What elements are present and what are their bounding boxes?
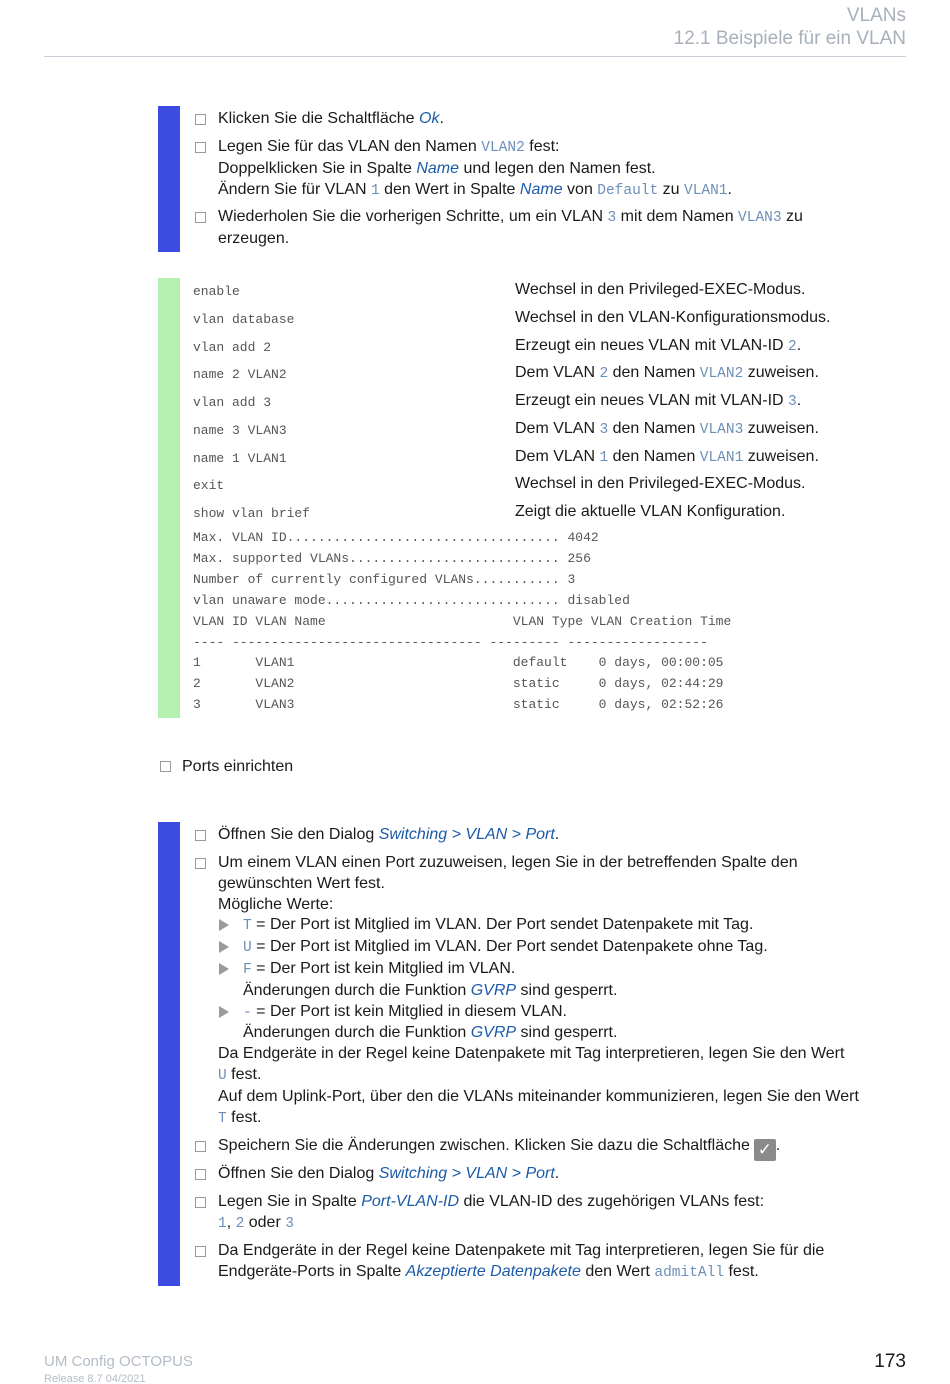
footer-doc-title: UM Config OCTOPUS bbox=[44, 1353, 193, 1370]
desc-text: zuweisen. bbox=[743, 448, 819, 465]
option-item bbox=[218, 937, 913, 959]
desc-text: . bbox=[796, 392, 802, 409]
code-value: 3 bbox=[788, 394, 797, 410]
ui-ref: Akzeptierte Datenpakete bbox=[405, 1262, 581, 1280]
checkbox-icon bbox=[195, 114, 206, 125]
instruction-bar bbox=[158, 822, 180, 1286]
chapter-title: VLANs bbox=[846, 5, 906, 26]
code-value: U bbox=[243, 940, 252, 957]
cli-command: name 2 VLAN2 bbox=[193, 367, 287, 382]
cli-row bbox=[193, 308, 893, 336]
cli-description bbox=[515, 447, 819, 468]
cli-command: show vlan brief bbox=[193, 506, 311, 521]
cli-bar bbox=[158, 278, 180, 718]
code-value: 2 bbox=[235, 1215, 245, 1232]
step-text: . bbox=[727, 180, 732, 198]
cli-description: Wechsel in den Privileged-EXEC-Modus. bbox=[515, 281, 806, 298]
step-text: Öffnen Sie den Dialog bbox=[218, 1165, 379, 1182]
cli-description: Wechsel in den Privileged-EXEC-Modus. bbox=[515, 475, 806, 492]
code-value: Default bbox=[597, 182, 659, 199]
code-value: U bbox=[218, 1067, 227, 1084]
desc-text: Erzeugt ein neues VLAN mit VLAN-ID bbox=[515, 392, 789, 409]
checkbox-icon bbox=[195, 830, 206, 841]
desc-text: Dem VLAN bbox=[515, 448, 600, 465]
desc-text: . bbox=[796, 337, 802, 354]
ui-ref: Name bbox=[416, 159, 460, 177]
option-text: = Der Port ist Mitglied im VLAN. Der Port sendet Datenpakete ohne Tag. bbox=[251, 938, 768, 956]
cli-row bbox=[193, 474, 893, 502]
bullet-triangle-icon bbox=[219, 941, 229, 953]
bullet-triangle-icon bbox=[219, 1006, 229, 1018]
cli-row bbox=[193, 391, 893, 419]
code-value: T bbox=[218, 1110, 227, 1127]
page-number: 173 bbox=[874, 1351, 906, 1372]
step-text: Auf dem Uplink-Port, über den die VLANs miteinander kommunizieren, legen Sie den Wert bbox=[218, 1087, 859, 1105]
code-value: VLAN2 bbox=[481, 140, 525, 156]
checkbox-icon bbox=[195, 212, 206, 223]
step-text: zu bbox=[781, 208, 803, 225]
code-value: F bbox=[243, 961, 252, 978]
option-text: Änderungen durch die Funktion bbox=[243, 981, 471, 999]
step-text: Doppelklicken Sie in Spalte bbox=[218, 159, 417, 177]
checkbox-icon bbox=[160, 761, 171, 772]
option-text: = Der Port ist kein Mitglied im VLAN. bbox=[251, 959, 516, 977]
step-click-ok bbox=[193, 109, 913, 130]
cli-command: enable bbox=[193, 284, 240, 299]
cli-row bbox=[193, 363, 893, 391]
checkbox-icon bbox=[195, 1246, 206, 1257]
ui-ref: Name bbox=[519, 180, 563, 198]
option-text: = Der Port ist Mitglied im VLAN. Der Port sendet Datenpakete mit Tag. bbox=[251, 916, 754, 934]
code-value: 2 bbox=[788, 339, 797, 355]
desc-text: den Namen bbox=[608, 448, 700, 465]
cli-description bbox=[515, 419, 819, 440]
checkmark-icon: ✓ bbox=[754, 1139, 776, 1161]
step-text: fest: bbox=[524, 138, 560, 155]
step-text: Da Endgeräte in der Regel keine Datenpakete mit Tag interpretieren, legen Sie für die bbox=[218, 1242, 825, 1259]
header-divider bbox=[44, 56, 906, 57]
code-value: T bbox=[243, 918, 252, 935]
step-text: Speichern Sie die Änderungen zwischen. Klicken Sie dazu die Schaltfläche bbox=[218, 1137, 750, 1154]
section-heading-ports bbox=[158, 757, 293, 777]
code-value: 3 bbox=[607, 210, 617, 226]
step-text: mit dem Namen bbox=[616, 208, 739, 225]
code-value: - bbox=[243, 1004, 252, 1021]
step-admit-all bbox=[193, 1241, 913, 1284]
cli-row bbox=[193, 502, 893, 530]
option-item bbox=[218, 915, 913, 937]
cli-description bbox=[515, 336, 801, 357]
option-item bbox=[218, 959, 913, 1002]
step-text: fest. bbox=[724, 1262, 759, 1280]
cli-command: name 3 VLAN3 bbox=[193, 423, 287, 438]
cli-row bbox=[193, 447, 893, 475]
step-text: erzeugen. bbox=[218, 229, 290, 247]
desc-text: den Namen bbox=[608, 420, 700, 437]
step-open-dialog bbox=[193, 825, 913, 846]
code-value: 1 bbox=[599, 450, 609, 466]
bullet-triangle-icon bbox=[219, 919, 229, 931]
desc-text: den Namen bbox=[608, 364, 700, 381]
step-text: oder bbox=[244, 1213, 286, 1231]
step-port-vlan-id bbox=[193, 1192, 913, 1235]
step-assign-port bbox=[193, 853, 913, 1129]
desc-text: Dem VLAN bbox=[515, 420, 600, 437]
option-text: sind gesperrt. bbox=[516, 1024, 618, 1042]
bullet-triangle-icon bbox=[219, 963, 229, 975]
section-heading-text: Ports einrichten bbox=[182, 758, 294, 775]
step-text: und legen den Namen fest. bbox=[459, 159, 656, 177]
cli-command: vlan add 3 bbox=[193, 395, 272, 410]
desc-text: zuweisen. bbox=[743, 420, 819, 437]
cli-command: exit bbox=[193, 478, 225, 493]
code-value: 1 bbox=[370, 182, 380, 199]
footer-release: Release 8.7 04/2021 bbox=[44, 1373, 146, 1384]
ui-ref: GVRP bbox=[470, 981, 517, 999]
step-text: gewünschten Wert fest. bbox=[218, 874, 385, 892]
code-value: admitAll bbox=[654, 1264, 725, 1281]
section-title: 12.1 Beispiele für ein VLAN bbox=[673, 28, 906, 49]
step-text: Endgeräte-Ports in Spalte bbox=[218, 1262, 406, 1280]
step-text: . bbox=[554, 826, 560, 843]
step-text: den Wert bbox=[580, 1262, 655, 1280]
ui-ref: Switching > VLAN > Port bbox=[378, 1165, 555, 1182]
code-value: VLAN2 bbox=[699, 366, 744, 382]
step-text: die VLAN-ID des zugehörigen VLANs fest: bbox=[459, 1193, 765, 1210]
step-save bbox=[193, 1136, 913, 1161]
checkbox-icon bbox=[195, 1197, 206, 1208]
step-text: Ändern Sie für VLAN bbox=[218, 180, 371, 198]
instruction-bar bbox=[158, 106, 180, 252]
step-text: Um einem VLAN einen Port zuzuweisen, legen Sie in der betreffenden Spalte den bbox=[218, 854, 798, 871]
checkbox-icon bbox=[195, 142, 206, 153]
step-text: . bbox=[439, 110, 444, 127]
cli-description: Zeigt die aktuelle VLAN Konfiguration. bbox=[515, 503, 786, 520]
option-text: sind gesperrt. bbox=[516, 981, 618, 999]
step-text: , bbox=[226, 1213, 236, 1231]
checkbox-icon bbox=[195, 858, 206, 869]
step-text: Mögliche Werte: bbox=[218, 895, 334, 913]
cli-description bbox=[515, 363, 819, 384]
cli-description: Wechsel in den VLAN-Konfigurationsmodus. bbox=[515, 309, 831, 326]
step-text: . bbox=[775, 1137, 781, 1154]
code-value: VLAN3 bbox=[699, 422, 744, 438]
step-text: Klicken Sie die Schaltfläche bbox=[218, 110, 419, 127]
cli-output: Max. VLAN ID................................... 4042 Max. supported VLANs........................... 256 Number of currently configured VLANs........... 3 vlan unaware mode.............................. disabled VLAN ID VLAN Name VLAN Type VLAN Creation Time ---- -------------------------------- --------- ------------------ 1 VLAN1 default 0 days, 00:00:05 2 VLAN2 static 0 days, 02:44:29 3 VLAN3 static 0 days, 02:52:26 bbox=[193, 530, 732, 713]
step-text: Öffnen Sie den Dialog bbox=[218, 826, 379, 843]
cli-row bbox=[193, 419, 893, 447]
cli-row bbox=[193, 336, 893, 364]
option-text: = Der Port ist kein Mitglied in diesem VLAN. bbox=[251, 1002, 567, 1020]
ui-ref: Ok bbox=[419, 110, 440, 127]
code-value: VLAN1 bbox=[699, 450, 744, 466]
cli-command: vlan add 2 bbox=[193, 340, 272, 355]
step-text: den Wert in Spalte bbox=[379, 180, 520, 198]
cli-command: name 1 VLAN1 bbox=[193, 451, 287, 466]
step-text: zu bbox=[658, 180, 684, 198]
desc-text: zuweisen. bbox=[743, 364, 819, 381]
step-repeat bbox=[193, 207, 913, 250]
code-value: 1 bbox=[218, 1215, 227, 1232]
desc-text: Erzeugt ein neues VLAN mit VLAN-ID bbox=[515, 337, 789, 354]
code-value: 2 bbox=[599, 366, 609, 382]
step-open-dialog-2 bbox=[193, 1164, 913, 1185]
cli-description bbox=[515, 391, 801, 412]
ui-ref: GVRP bbox=[470, 1024, 517, 1042]
step-set-vlan-name bbox=[193, 137, 913, 201]
cli-command: vlan database bbox=[193, 312, 295, 327]
cli-row bbox=[193, 280, 893, 308]
option-text: Änderungen durch die Funktion bbox=[243, 1024, 471, 1042]
step-text: Legen Sie in Spalte bbox=[218, 1193, 362, 1210]
option-item bbox=[218, 1002, 913, 1045]
desc-text: Dem VLAN bbox=[515, 364, 600, 381]
code-value: VLAN1 bbox=[684, 182, 728, 199]
step-text: Da Endgeräte in der Regel keine Datenpakete mit Tag interpretieren, legen Sie den Wert bbox=[218, 1045, 845, 1063]
step-text: Wiederholen Sie die vorherigen Schritte, um ein VLAN bbox=[218, 208, 608, 225]
step-text: Legen Sie für das VLAN den Namen bbox=[218, 138, 482, 155]
code-value: 3 bbox=[599, 422, 609, 438]
checkbox-icon bbox=[195, 1141, 206, 1152]
checkbox-icon bbox=[195, 1169, 206, 1180]
code-value: 3 bbox=[285, 1215, 294, 1232]
step-text: fest. bbox=[226, 1065, 262, 1083]
code-value: VLAN3 bbox=[738, 210, 782, 226]
ui-ref: Switching > VLAN > Port bbox=[378, 826, 555, 843]
step-text: von bbox=[562, 180, 598, 198]
ui-ref: Port-VLAN-ID bbox=[361, 1193, 460, 1210]
step-text: . bbox=[554, 1165, 560, 1182]
step-text: fest. bbox=[226, 1108, 262, 1126]
